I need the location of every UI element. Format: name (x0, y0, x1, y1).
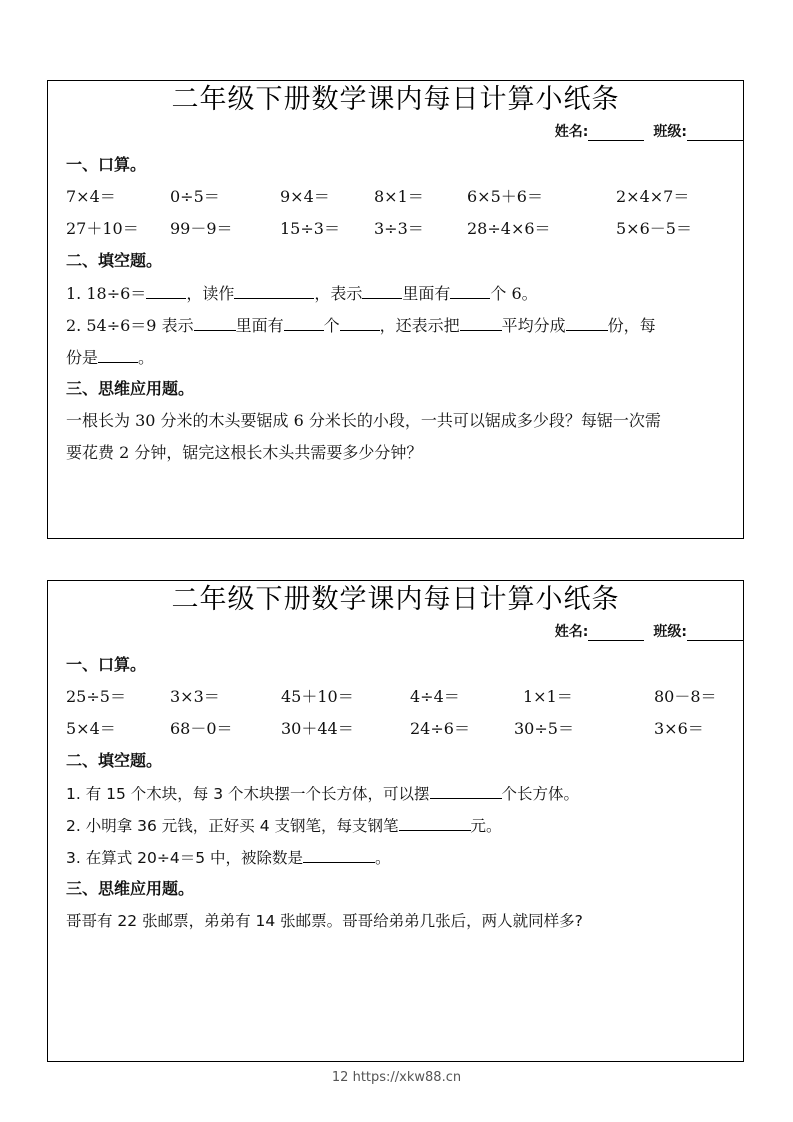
calc-item: 5×4＝ (66, 719, 116, 738)
class-label: 班级: (653, 124, 687, 140)
answer-blank[interactable] (98, 347, 138, 363)
calc-item: 6×5＋6＝ (467, 187, 543, 206)
section-heading-fill-blank: 二、填空题。 (66, 251, 163, 270)
question-text: 2. 小明拿 36 元钱，正好买 4 支钢笔，每支钢笔 (66, 817, 399, 835)
calc-item: 30÷5＝ (514, 719, 574, 738)
answer-blank[interactable] (450, 283, 490, 299)
section-heading-word-problem: 三、思维应用题。 (66, 379, 195, 398)
class-label: 班级: (653, 624, 687, 640)
fill-blank-question-2 (66, 315, 743, 336)
answer-blank[interactable] (303, 847, 375, 863)
answer-blank[interactable] (340, 315, 380, 331)
question-text: 里面有 (402, 284, 451, 303)
calc-item: 0÷5＝ (170, 187, 220, 206)
question-text: 里面有 (235, 316, 284, 335)
fill-blank-question-2 (66, 815, 743, 836)
calc-item: 8×1＝ (374, 187, 424, 206)
worksheet-title: 二年级下册数学课内每日计算小纸条 (171, 584, 620, 615)
calc-item: 4÷4＝ (410, 687, 460, 706)
page-footer: 12 https://xkw88.cn (331, 1070, 462, 1085)
name-blank[interactable] (588, 626, 644, 641)
question-text: ，读作 (186, 284, 235, 303)
calc-item: 3÷3＝ (374, 219, 424, 238)
question-text: 元。 (470, 817, 502, 835)
calc-item: 3×3＝ (170, 687, 220, 706)
answer-blank[interactable] (460, 315, 502, 331)
calc-item: 28÷4×6＝ (467, 219, 551, 238)
name-blank[interactable] (588, 126, 644, 141)
section-heading-mental-math: 一、口算。 (66, 155, 147, 174)
calc-item: 30＋44＝ (281, 719, 354, 738)
calc-item: 9×4＝ (280, 187, 330, 206)
question-text: 份，每 (607, 316, 656, 335)
answer-blank[interactable] (194, 315, 236, 331)
answer-blank[interactable] (399, 815, 471, 831)
calc-item: 7×4＝ (66, 187, 116, 206)
calc-item: 45＋10＝ (281, 687, 354, 706)
question-text: 。 (138, 348, 155, 367)
name-label: 姓名: (554, 124, 589, 140)
worksheet-card-2 (47, 580, 744, 1062)
calc-item: 1×1＝ (523, 687, 573, 706)
calc-item: 99－9＝ (170, 219, 233, 238)
question-text: 。 (375, 849, 391, 867)
fill-blank-question-1 (66, 783, 743, 804)
question-text: 3. 在算式 20÷4＝5 中，被除数是 (66, 849, 304, 867)
calc-item: 3×6＝ (654, 719, 704, 738)
calc-item: 24÷6＝ (410, 719, 470, 738)
fill-blank-question-1 (66, 283, 743, 304)
section-heading-mental-math: 一、口算。 (66, 655, 147, 674)
calc-item: 68－0＝ (170, 719, 233, 738)
name-class-row (555, 623, 743, 641)
calc-item: 2×4×7＝ (616, 187, 690, 206)
question-text: 平均分成 (501, 316, 566, 335)
answer-blank[interactable] (234, 283, 314, 299)
question-text: 1. 18÷6＝ (66, 284, 147, 303)
word-problem-line-2: 要花费 2 分钟，锯完这根长木头共需要多少分钟？ (66, 443, 423, 462)
calc-item: 25÷5＝ (66, 687, 126, 706)
worksheet-title: 二年级下册数学课内每日计算小纸条 (171, 84, 620, 115)
calc-item: 15÷3＝ (280, 219, 340, 238)
word-problem-line-1: 哥哥有 22 张邮票，弟弟有 14 张邮票。哥哥给弟弟几张后，两人就同样多? (66, 912, 583, 930)
question-text: 2. 54÷6＝9 表示 (66, 316, 194, 335)
fill-blank-question-2-cont (66, 347, 743, 368)
class-blank[interactable] (687, 126, 743, 141)
answer-blank[interactable] (362, 283, 402, 299)
fill-blank-question-3 (66, 847, 743, 868)
question-text: ，表示 (314, 284, 363, 303)
name-class-row (555, 123, 743, 141)
calc-item: 27＋10＝ (66, 219, 139, 238)
calc-item: 5×6－5＝ (616, 219, 692, 238)
answer-blank[interactable] (284, 315, 324, 331)
answer-blank[interactable] (146, 283, 186, 299)
calc-item: 80－8＝ (654, 687, 717, 706)
section-heading-word-problem: 三、思维应用题。 (66, 879, 195, 898)
question-text: ，还表示把 (379, 316, 460, 335)
question-text: 份是 (66, 348, 99, 367)
word-problem-line-1: 一根长为 30 分米的木头要锯成 6 分米长的小段，一共可以锯成多少段？每锯一次需 (66, 411, 661, 430)
class-blank[interactable] (687, 626, 743, 641)
answer-blank[interactable] (430, 783, 502, 799)
section-heading-fill-blank: 二、填空题。 (66, 751, 163, 770)
question-text: 1. 有 15 个木块，每 3 个木块摆一个长方体，可以摆 (66, 785, 430, 803)
worksheet-card-1 (47, 80, 744, 539)
question-text: 个 6。 (490, 284, 538, 303)
answer-blank[interactable] (566, 315, 608, 331)
name-label: 姓名: (554, 624, 589, 640)
question-text: 个长方体。 (501, 785, 580, 803)
question-text: 个 (323, 316, 340, 335)
